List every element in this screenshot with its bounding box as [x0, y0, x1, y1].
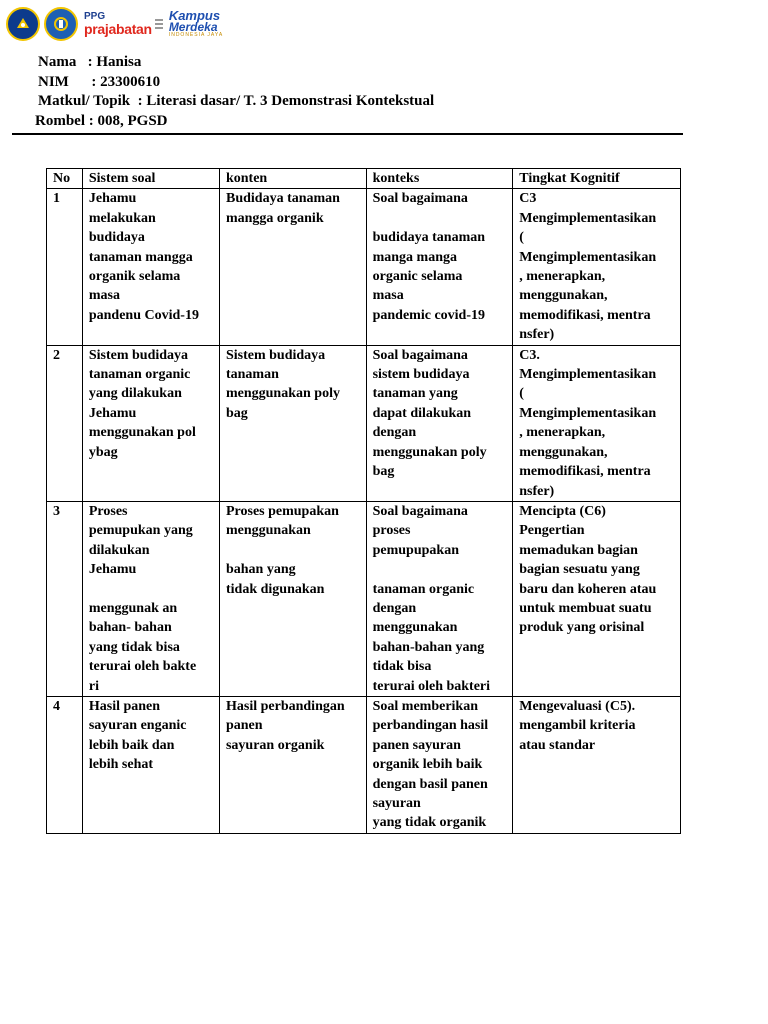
cell-line: tidak digunakan: [225, 581, 325, 597]
kampus-label: Kampus: [168, 7, 221, 23]
nim-label: NIM: [38, 73, 69, 90]
cell-line: Mengimplementasikan: [519, 210, 657, 226]
cell-kognitif: [513, 696, 681, 833]
cell-line: Mengimplementasikan: [519, 367, 657, 383]
cell-line: (: [519, 386, 524, 402]
cell-line: mangga organik: [225, 210, 324, 226]
cell-line: perbandingan hasil: [372, 718, 489, 734]
rombel-value: 008, PGSD: [97, 112, 168, 129]
cell-line: melakukan: [88, 210, 156, 226]
cell-kognitif: [513, 501, 681, 696]
cell-sistem: [82, 345, 219, 501]
cell-line: untuk membuat suatu: [519, 600, 652, 616]
cell-line: nsfer): [519, 483, 555, 499]
table-header-row: [47, 169, 681, 189]
matkul-row: Matkul/ Topik : Literasi dasar/ T. 3 Demonstrasi Kontekstual: [38, 93, 435, 109]
cell-line: C3.: [519, 347, 540, 363]
cell-line: Pengertian: [519, 523, 585, 539]
cell-line: budidaya tanaman: [372, 230, 486, 246]
cell-line: manga manga: [372, 249, 458, 265]
cell-line: dapat dilakukan: [372, 405, 472, 421]
cell-line: [226, 541, 366, 560]
cell-konten: [219, 501, 366, 696]
cell-line: tanaman organic: [372, 581, 475, 597]
cell-line: menggunakan: [372, 620, 458, 636]
col-header-sistem-soal: Sistem soal: [82, 169, 219, 189]
cell-line: Soal bagaimana: [372, 503, 468, 519]
cell-line: pemupukan yang: [88, 523, 193, 539]
cell-line: dengan: [372, 600, 417, 616]
tagline-label: INDONESIA JAYA: [168, 32, 224, 39]
cell-line: bahan-bahan yang: [372, 639, 485, 655]
cell-konteks: [366, 501, 513, 696]
cell-line: ybag: [88, 444, 118, 460]
cell-no: 4: [47, 696, 83, 833]
cell-kognitif: [513, 189, 681, 345]
cell-line: , menerapkan,: [519, 425, 606, 441]
cell-line: menggunakan,: [519, 288, 608, 304]
cell-line: tanaman mangga: [88, 249, 193, 265]
table-row: [47, 696, 681, 833]
col-header-no: No: [47, 169, 83, 189]
kemdikbud-logo-icon: [6, 7, 40, 41]
cell-line: Hasil perbandingan: [225, 698, 345, 714]
cell-line: Budidaya tanaman: [225, 191, 340, 207]
cell-line: tanaman: [225, 367, 279, 383]
nama-value: Hanisa: [96, 54, 142, 70]
cell-konteks: [366, 189, 513, 345]
cell-line: dengan basil panen: [372, 776, 488, 792]
kampus-merdeka-logo: [168, 7, 224, 39]
nim-row: NIM : 23300610: [38, 73, 161, 90]
cell-line: mengambil kriteria: [519, 718, 636, 734]
cell-line: sayuran: [372, 795, 421, 811]
cell-line: menggunakan poly: [372, 444, 487, 460]
cell-line: organic selama: [372, 269, 463, 285]
cell-line: sistem budidaya: [372, 367, 470, 383]
cell-line: Soal bagaimana: [372, 191, 468, 207]
col-header-konteks: konteks: [366, 169, 513, 189]
cell-line: pemupupakan: [372, 542, 459, 558]
cell-line: memodifikasi, mentra: [519, 464, 651, 480]
nim-value: 23300610: [100, 73, 161, 90]
cell-line: yang dilakukan: [88, 386, 182, 402]
cell-line: terurai oleh bakteri: [372, 678, 491, 694]
cell-line: lebih baik dan: [88, 737, 175, 753]
cell-line: Mengimplementasikan: [519, 405, 657, 421]
cell-line: Jehamu: [88, 191, 137, 207]
cell-sistem: [82, 189, 219, 345]
cell-line: Soal bagaimana: [372, 347, 468, 363]
cell-line: Mengimplementasikan: [519, 249, 657, 265]
table-row: [47, 189, 681, 345]
cell-konten: [219, 345, 366, 501]
ppg-label: PPG: [84, 11, 106, 22]
cell-konten: [219, 189, 366, 345]
cell-no: 1: [47, 189, 83, 345]
cell-konten: [219, 696, 366, 833]
cell-line: nsfer): [519, 327, 555, 343]
cell-line: [373, 560, 513, 579]
cell-line: panen sayuran: [372, 737, 461, 753]
header-divider: [12, 133, 683, 135]
cell-line: menggunakan pol: [88, 425, 196, 441]
cell-line: lebih sehat: [88, 757, 154, 773]
cell-line: menggunak an: [88, 600, 178, 616]
matkul-value: Literasi dasar/ T. 3 Demonstrasi Kontekstual: [146, 93, 435, 109]
cell-line: yang tidak bisa: [88, 639, 180, 655]
assessment-table: [46, 168, 681, 834]
cell-line: memodifikasi, mentra: [519, 307, 651, 323]
rombel-row: Rombel : 008, PGSD: [35, 112, 168, 129]
cell-line: organik lebih baik: [372, 757, 483, 773]
cell-line: Soal memberikan: [372, 698, 478, 714]
cell-no: 3: [47, 501, 83, 696]
cell-line: yang tidak organik: [372, 815, 487, 831]
nama-label: Nama: [38, 54, 77, 70]
cell-line: menggunakan,: [519, 444, 608, 460]
cell-line: proses: [372, 523, 411, 539]
cell-line: [89, 580, 219, 599]
cell-line: Mengevaluasi (C5).: [519, 698, 636, 714]
cell-line: organik selama: [88, 269, 181, 285]
cell-line: bahan yang: [225, 562, 296, 578]
nama-row: Nama : Hanisa: [38, 54, 142, 70]
cell-line: baru dan koheren atau: [519, 581, 657, 597]
matkul-label: Matkul/ Topik: [38, 93, 131, 109]
prajabatan-label: prajabatan: [84, 21, 152, 37]
cell-line: dilakukan: [88, 542, 150, 558]
rombel-label: Rombel: [35, 112, 85, 129]
table-row: [47, 501, 681, 696]
cell-line: Sistem budidaya: [225, 347, 326, 363]
cell-line: sayuran enganic: [88, 718, 187, 734]
cell-line: masa: [372, 288, 404, 304]
cell-line: pandemic covid-19: [372, 307, 485, 323]
table-row: [47, 345, 681, 501]
cell-line: sayuran organik: [225, 737, 325, 753]
cell-line: bahan- bahan: [88, 620, 172, 636]
cell-line: memadukan bagian: [519, 542, 638, 558]
ppg-prajabatan-logo: [84, 12, 152, 36]
divider-bars-icon: [155, 19, 163, 29]
cell-sistem: [82, 501, 219, 696]
cell-line: Proses: [88, 503, 128, 519]
cell-line: terurai oleh bakte: [88, 659, 197, 675]
cell-line: tidak bisa: [372, 659, 432, 675]
cell-line: bag: [225, 405, 248, 421]
cell-line: dengan: [372, 425, 417, 441]
cell-line: , menerapkan,: [519, 269, 606, 285]
cell-no: 2: [47, 345, 83, 501]
cell-line: tanaman yang: [372, 386, 458, 402]
cell-line: ri: [88, 678, 99, 694]
cell-line: (: [519, 230, 524, 246]
cell-line: masa: [88, 288, 120, 304]
cell-line: panen: [225, 718, 263, 734]
cell-line: [373, 209, 513, 228]
merdeka-label: Merdeka: [168, 20, 218, 35]
cell-kognitif: [513, 345, 681, 501]
cell-line: Proses pemupakan: [225, 503, 339, 519]
cell-sistem: [82, 696, 219, 833]
cell-line: Hasil panen: [88, 698, 161, 714]
student-info: [35, 53, 435, 131]
col-header-konten: konten: [219, 169, 366, 189]
cell-line: atau standar: [519, 737, 596, 753]
cell-line: pandenu Covid-19: [88, 307, 199, 323]
cell-line: Mencipta (C6): [519, 503, 606, 519]
cell-line: menggunakan: [225, 523, 311, 539]
cell-line: Jehamu: [88, 562, 137, 578]
cell-line: budidaya: [88, 230, 145, 246]
cell-line: bag: [372, 464, 395, 480]
col-header-tingkat-kognitif: Tingkat Kognitif: [513, 169, 681, 189]
university-seal-icon: [44, 7, 78, 41]
cell-konteks: [366, 696, 513, 833]
cell-konteks: [366, 345, 513, 501]
cell-line: C3: [519, 191, 537, 207]
header-logos: [6, 6, 223, 42]
cell-line: Sistem budidaya: [88, 347, 189, 363]
cell-line: tanaman organic: [88, 367, 191, 383]
cell-line: produk yang orisinal: [519, 620, 645, 636]
cell-line: bagian sesuatu yang: [519, 562, 640, 578]
cell-line: Jehamu: [88, 405, 137, 421]
cell-line: menggunakan poly: [225, 386, 340, 402]
